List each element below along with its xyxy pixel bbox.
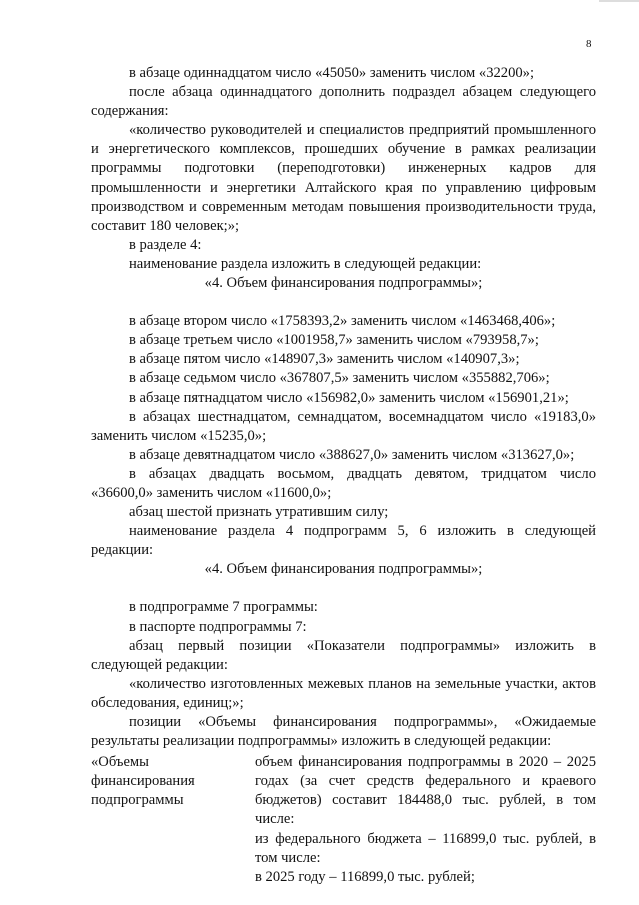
paragraph: наименование раздела изложить в следующей редакции: bbox=[129, 255, 482, 272]
paragraph: в разделе 4: bbox=[129, 236, 202, 253]
paragraph: после абзаца одиннадцатого дополнить подраздел абзацем следующего содержания: bbox=[91, 84, 596, 120]
scan-edge-mark bbox=[599, 0, 639, 2]
section-heading: «4. Объем финансирования подпрограммы»; bbox=[204, 561, 483, 578]
paragraph: в абзаце пятом число «148907,3» заменить числом «140907,3»; bbox=[129, 351, 520, 368]
paragraph: в абзаце одиннадцатом число «45050» заменить числом «32200»; bbox=[129, 65, 535, 81]
table-value-line: объем финансирования подпрограммы в 2020 – 2025 годах (за счет средств федерального и краевого бюджетов) составит 184488,0 тыс. рублей, в том числе: bbox=[255, 754, 596, 828]
paragraph: в абзацах шестнадцатом, семнадцатом, восемнадцатом число «19183,0» заменить числом «15235,0»; bbox=[91, 408, 596, 444]
table-value-line: в 2025 году – 116899,0 тыс. рублей; bbox=[255, 868, 475, 885]
paragraph: в подпрограмме 7 программы: bbox=[129, 599, 318, 616]
table-value-cell bbox=[255, 753, 596, 887]
paragraph: в абзаце седьмом число «367807,5» заменить числом «355882,706»; bbox=[129, 370, 550, 387]
table-value-line: из федерального бюджета – 116899,0 тыс. рублей, в том числе: bbox=[255, 830, 596, 866]
paragraph: в абзаце втором число «1758393,2» заменить числом «1463468,406»; bbox=[129, 313, 556, 330]
paragraph: в абзаце третьем число «1001958,7» заменить числом «793958,7»; bbox=[129, 332, 539, 349]
paragraph: «количество изготовленных межевых планов на земельные участки, актов обследования, единиц;»; bbox=[91, 675, 596, 711]
paragraph: в абзаце пятнадцатом число «156982,0» заменить числом «156901,21»; bbox=[129, 389, 569, 406]
paragraph: «количество руководителей и специалистов предприятий промышленного и энергетического комплексов, прошедших обучение в рамках реализации программы подготовки (переподготовки) инженерных кадров для промышленности и энергетики Алтайского края по управлению цифровым производством и современным методам повышения производительности труда, составит 180 человек;»; bbox=[91, 122, 596, 234]
spacer bbox=[91, 293, 596, 312]
paragraph: абзац шестой признать утратившим силу; bbox=[129, 504, 389, 521]
document-body bbox=[91, 64, 596, 887]
section-heading: «4. Объем финансирования подпрограммы»; bbox=[204, 275, 483, 292]
paragraph: в паспорте подпрограммы 7: bbox=[129, 618, 307, 635]
paragraph: в абзаце девятнадцатом число «388627,0» заменить числом «313627,0»; bbox=[129, 446, 575, 463]
paragraph: позиции «Объемы финансирования подпрограммы», «Ожидаемые результаты реализации подпрограммы» изложить в следующей редакции: bbox=[91, 714, 596, 750]
page-number: 8 bbox=[586, 38, 592, 50]
table-label-cell: «Объемы финансирования подпрограммы bbox=[91, 754, 195, 809]
passport-table bbox=[91, 753, 596, 887]
spacer bbox=[91, 579, 596, 598]
paragraph: абзац первый позиции «Показатели подпрограммы» изложить в следующей редакции: bbox=[91, 637, 596, 673]
paragraph: наименование раздела 4 подпрограмм 5, 6 изложить в следующей редакции: bbox=[91, 523, 596, 559]
paragraph: в абзацах двадцать восьмом, двадцать девятом, тридцатом число «36600,0» заменить числом «11600,0»; bbox=[91, 465, 596, 501]
